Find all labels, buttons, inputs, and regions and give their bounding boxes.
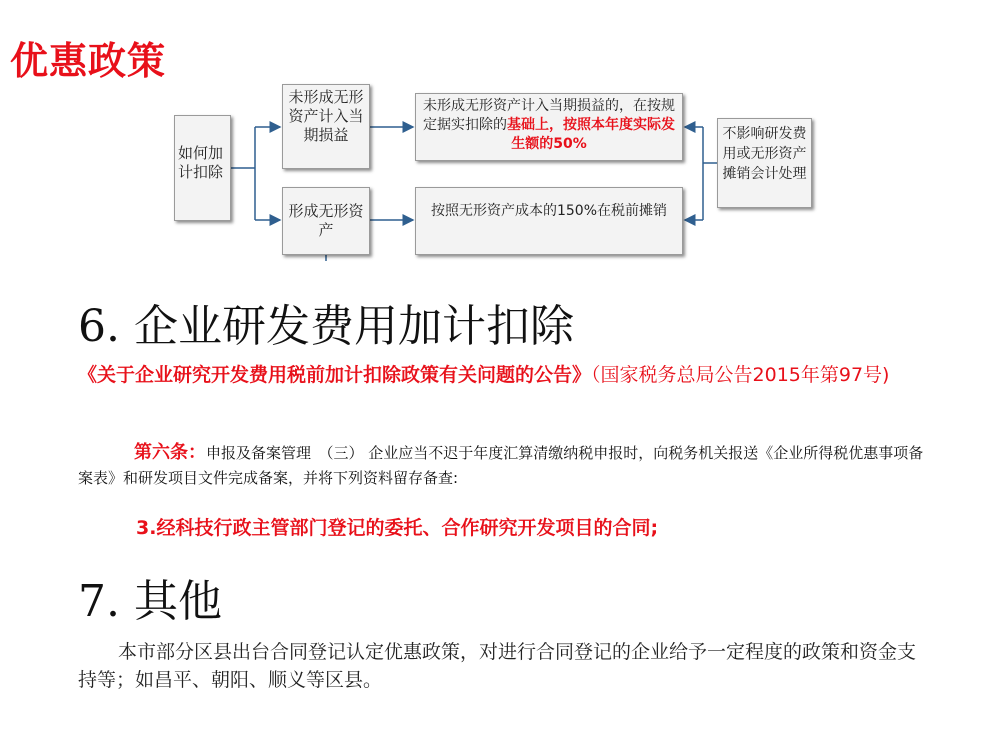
article-six xyxy=(78,440,933,491)
flowchart xyxy=(165,75,807,260)
point-three: 3.经科技行政主管部门登记的委托、合作研究开发项目的合同; xyxy=(136,517,659,539)
formed-asset-box: 形成无形资产 xyxy=(282,187,370,255)
no-effect-box: 不影响研发费用或无形资产摊销会计处理 xyxy=(717,118,812,208)
section6-heading: 6. 企业研发费用加计扣除 xyxy=(78,301,574,352)
article-text: 申报及备案管理 （三） 企业应当不迟于年度汇算清缴纳税申报时，向税务机关报送《企业所得税优惠事项备案表》和研发项目文件完成备案，并将下列资料留存备查: xyxy=(78,444,924,487)
how-deduct-box: 如何加计扣除 xyxy=(174,115,231,221)
policy-notice xyxy=(78,363,928,388)
result-expensed-highlight: 基础上，按照本年度实际发生额的50% xyxy=(507,117,675,152)
not-formed-asset-box: 未形成无形资产计入当期损益 xyxy=(282,84,370,169)
page-title: 优惠政策 xyxy=(10,39,167,83)
section7-text: 本市部分区县出台合同登记认定优惠政策，对进行合同登记的企业给予一定程度的政策和资金支持等；如昌平、朝阳、顺义等区县。 xyxy=(78,641,917,691)
section7-heading: 7. 其他 xyxy=(78,576,222,627)
result-amortized-box: 按照无形资产成本的150%在税前摊销 xyxy=(415,187,683,255)
notice-source: （国家税务总局公告2015年第97号) xyxy=(591,364,890,386)
notice-title: 《关于企业研究开发费用税前加计扣除政策有关问题的公告》 xyxy=(78,364,592,386)
result-expensed-text: 未形成无形资产计入当期损益的，在按规定据实扣除的 xyxy=(423,98,675,133)
result-expensed-box xyxy=(415,93,683,161)
section7-body xyxy=(78,638,928,694)
article-label: 第六条： xyxy=(134,442,206,463)
